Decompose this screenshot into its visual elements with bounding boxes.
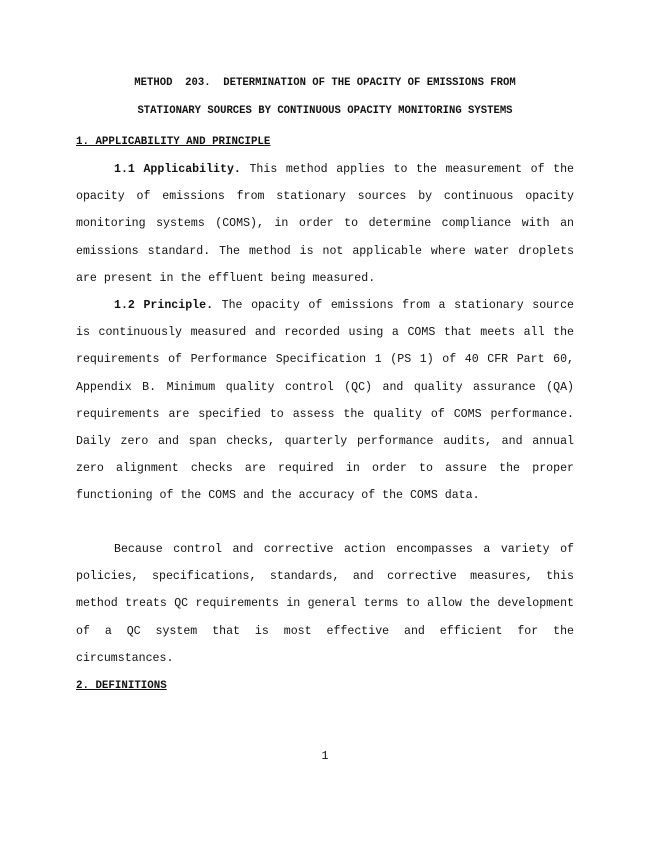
paragraph-text-control-action: Because control and corrective action encompasses a variety of policies, specifications, standards, and corrective measures, this method treats QC requirements in general terms to allow the development of a QC system that is most effective and efficient for the circumstances. (76, 543, 574, 665)
section-heading-definitions: 2. DEFINITIONS (76, 680, 167, 692)
page-number: 1 (321, 750, 329, 763)
paragraph-principle (76, 292, 574, 510)
paragraph-applicability (76, 156, 574, 292)
paragraph-text-principle: The opacity of emissions from a stationary source is continuously measured and recorded using a COMS that meets all the requirements of Performance Specification 1 (PS 1) of 40 CFR Part 60, Appendix B. Minimum quality control (QC) and quality assurance (QA) requirements are specified to assess the quality of COMS performance. Daily zero and span checks, quarterly performance audits, and annual zero alignment checks are required in order to assure the proper functioning of the COMS and the accuracy of the COMS data. (76, 299, 574, 503)
paragraph-lead-principle: 1.2 Principle. (114, 299, 214, 312)
title-line-1: METHOD 203. DETERMINATION OF THE OPACITY OF EMISSIONS FROM (134, 77, 516, 89)
paragraph-control-action (76, 536, 574, 672)
section-heading-applicability: 1. APPLICABILITY AND PRINCIPLE (76, 136, 271, 148)
paragraph-text-applicability: This method applies to the measurement of the opacity of emissions from stationary sources by continuous opacity monitoring systems (COMS), in order to determine compliance with an emissions standard. The method is not applicable where water droplets are present in the effluent being measured. (76, 163, 574, 285)
title-line-2: STATIONARY SOURCES BY CONTINUOUS OPACITY MONITORING SYSTEMS (137, 105, 513, 117)
paragraph-lead-applicability: 1.1 Applicability. (114, 163, 241, 176)
